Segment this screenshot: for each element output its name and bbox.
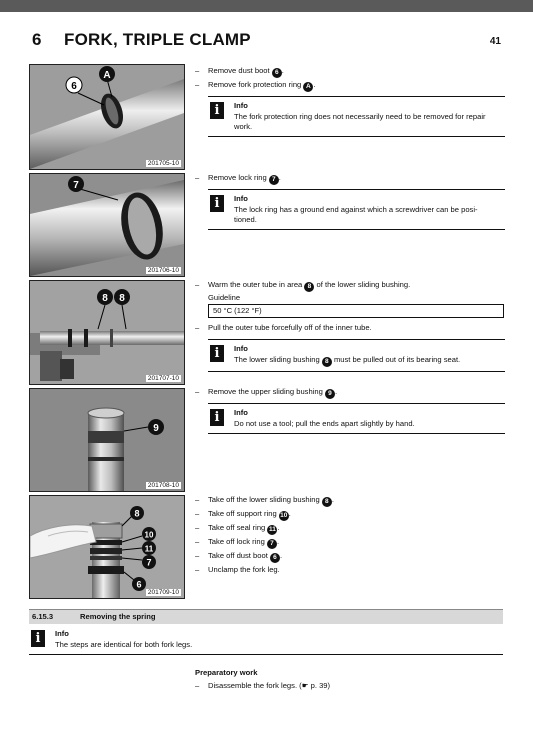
chapter-number: 6 [32, 30, 42, 49]
step: – Remove lock ring 7 . [195, 171, 505, 185]
guideline-label: Guideline [208, 293, 241, 302]
photo-callout: 7 [146, 557, 152, 568]
photo-callout: 8 [134, 508, 140, 519]
photo-callout: 6 [136, 579, 142, 590]
photo-upper-sliding-bushing [29, 388, 185, 492]
step-block-5 [195, 493, 505, 577]
step: – Unclamp the fork leg. [195, 563, 505, 577]
photo-callout: 8 [119, 293, 125, 304]
guideline-value: 50 °C (122 °F) [208, 304, 504, 318]
chapter-title: FORK, TRIPLE CLAMP [64, 30, 251, 49]
photo-callout: 7 [73, 180, 79, 191]
info-text: The lock ring has a ground end against which a screwdriver can be posi-tioned. [234, 205, 478, 224]
top-bar [0, 0, 533, 12]
info-title: Info [55, 629, 69, 638]
step: – Disassemble the fork legs. (☛ p. 39) [195, 679, 330, 693]
preparatory-work [195, 667, 330, 693]
photo-callout: 11 [144, 544, 154, 554]
info-title: Info [234, 194, 248, 203]
callout-badge: 10 [280, 512, 288, 519]
chapter-heading [32, 30, 251, 50]
photo-callout: 10 [144, 530, 154, 540]
photo-callout: 8 [102, 293, 108, 304]
step-block-1 [195, 64, 505, 141]
step: – Remove dust boot 6 . [195, 64, 505, 78]
info-box [29, 626, 503, 655]
info-title: Info [234, 101, 248, 110]
info-icon: i [210, 409, 224, 426]
step-block-2 [195, 171, 505, 234]
step: – Take off lock ring 7 . [195, 535, 505, 549]
info-box [208, 189, 505, 230]
figure-number: 201706-10 [147, 267, 179, 274]
callout-badge: 11 [268, 526, 276, 533]
page-number: 41 [489, 36, 501, 47]
info-icon: i [210, 345, 224, 362]
info-box [208, 403, 505, 434]
callout-badge: 6 [270, 553, 280, 563]
photo-callout: 6 [71, 81, 77, 92]
photo-lock-ring [29, 173, 185, 277]
step: – Take off seal ring 11 . [195, 521, 505, 535]
step: – Remove fork protection ring A . [195, 78, 505, 92]
callout-badge: 8 [322, 497, 332, 507]
step: – Take off support ring 10. [195, 507, 505, 521]
step: – Warm the outer tube in area 8 of the lower sliding bushing. [195, 278, 505, 292]
callout-badge: 7 [269, 175, 279, 185]
info-text: The fork protection ring does not necessarily need to be removed for repair work. [234, 112, 486, 131]
photo-fork-parts [29, 495, 185, 599]
info-text: Do not use a tool; pull the ends apart slightly by hand. [234, 419, 415, 428]
figure-number: 201707-10 [147, 375, 179, 382]
page-reference-link[interactable]: ☛ p. 39) [301, 681, 331, 690]
photo-callout: 9 [153, 423, 159, 434]
info-icon: i [210, 195, 224, 212]
info-text: The lower sliding bushing 8 must be pulled out of its bearing seat. [234, 355, 461, 365]
section-title: Removing the spring [80, 612, 156, 621]
step-block-4 [195, 385, 505, 438]
figure-number: 201708-10 [147, 482, 179, 489]
info-icon: i [31, 630, 45, 647]
figure-number: 201709-10 [147, 589, 179, 596]
info-box [208, 339, 505, 372]
info-box [208, 96, 505, 137]
info-text: The steps are identical for both fork legs. [55, 640, 193, 649]
photo-callout: A [103, 70, 111, 81]
step: – Pull the outer tube forcefully off of the inner tube. [195, 321, 505, 335]
callout-badge: 7 [267, 539, 277, 549]
photo-fork-protection-ring [29, 64, 185, 170]
step-block-3 [195, 278, 505, 376]
callout-badge: 8 [304, 282, 314, 292]
figure-number: 201705-10 [147, 160, 179, 167]
callout-badge: A [303, 82, 313, 92]
section-number: 6.15.3 [32, 612, 54, 621]
info-title: Info [234, 408, 248, 417]
callout-badge: 6 [272, 68, 282, 78]
info-title: Info [234, 344, 248, 353]
info-icon: i [210, 102, 224, 119]
preparatory-title: Preparatory work [195, 668, 258, 677]
step: – Take off dust boot 6 . [195, 549, 505, 563]
step: – Take off the lower sliding bushing 8 . [195, 493, 505, 507]
step: – Remove the upper sliding bushing 9 . [195, 385, 505, 399]
callout-badge: 9 [325, 389, 335, 399]
section-heading [29, 609, 503, 624]
callout-badge: 8 [322, 357, 332, 367]
photo-outer-tube [29, 280, 185, 385]
